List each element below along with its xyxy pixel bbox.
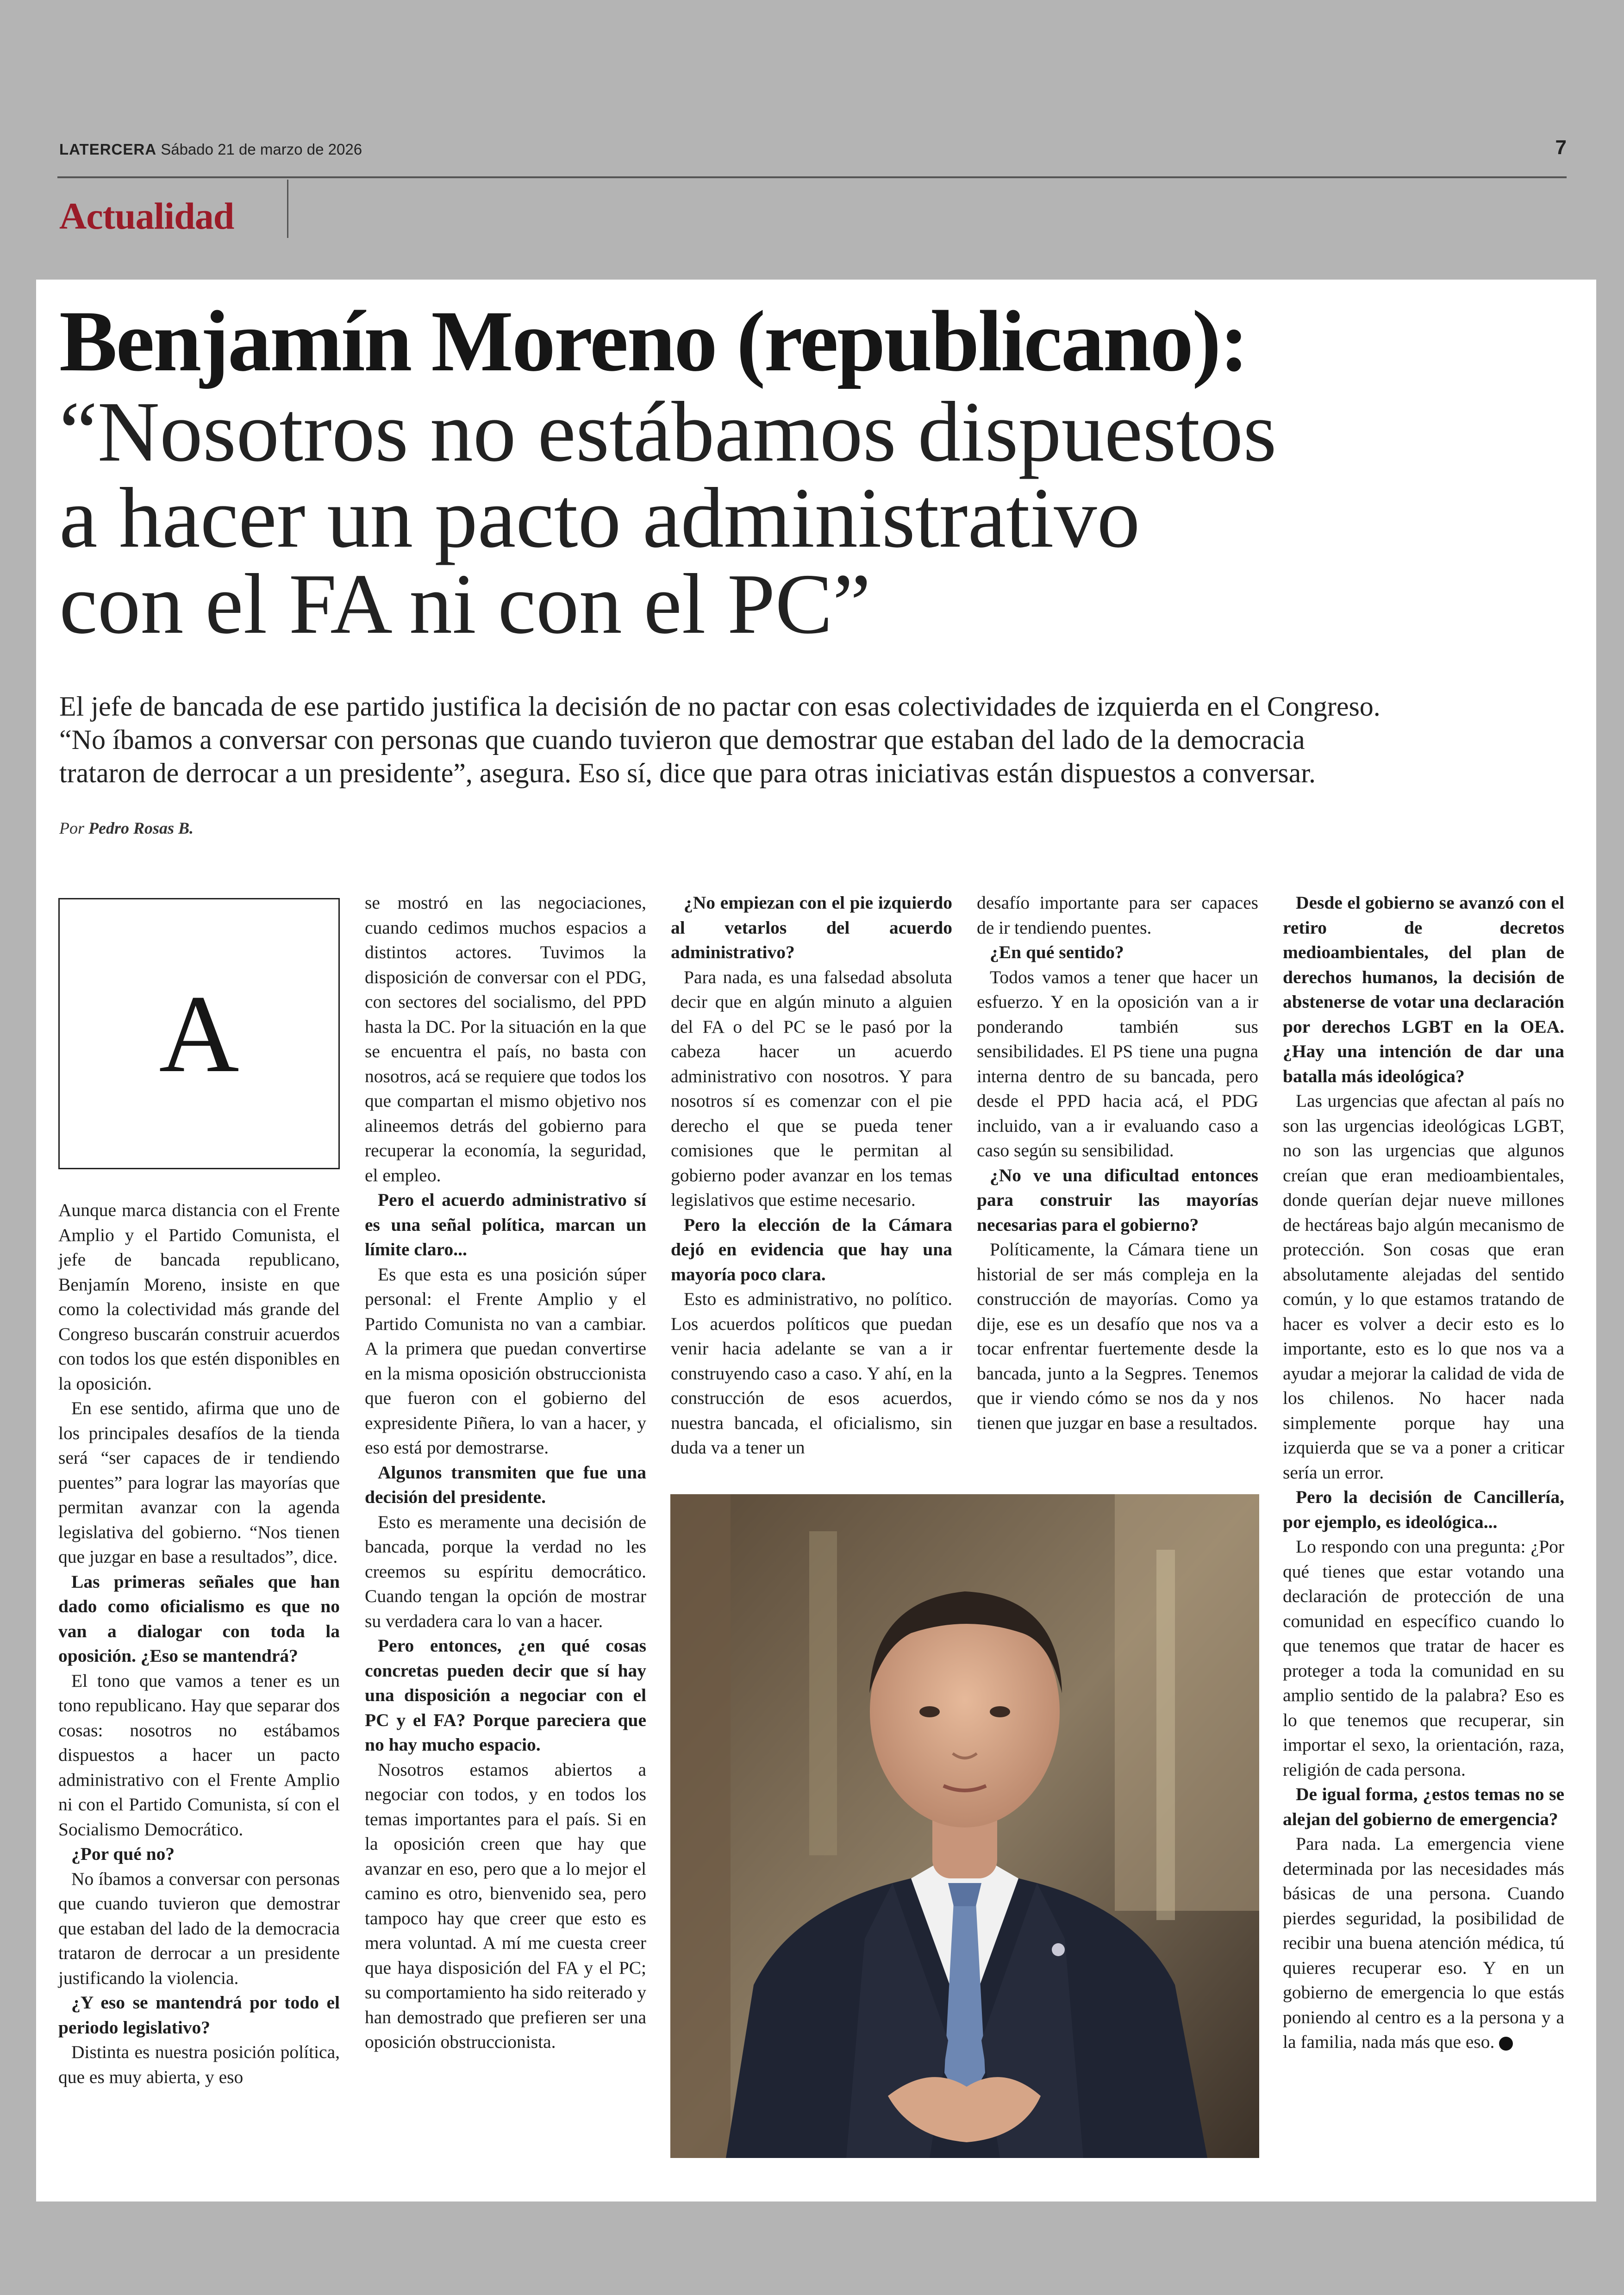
article-column-2: [365, 891, 646, 2055]
article-paragraph: Políticamente, la Cámara tiene un historial de ser más compleja en la construcción de mayorías. Como ya dije, ese es un desafío que nos va a tocar enfrentar fuertemente desde la bancada, junto a la Segpres. Tenemos que ir viendo cómo se nos da y nos tienen que juzgar en base a resultados.: [977, 1239, 1258, 1433]
interview-question: Desde el gobierno se avanzó con el retiro de decretos medioambientales, del plan de derechos humanos, la decisión de abstenerse de votar una declaración por derechos LGBT en la OEA. ¿Hay una intención de dar una batalla más ideológica?: [1283, 892, 1564, 1086]
article-paragraph: Esto es meramente una decisión de bancada, porque la verdad no les creemos su espíritu democrático. Cuando tengan la opción de mostrar su verdadera cara lo van a hacer.: [365, 1511, 646, 1631]
article-paragraph: En ese sentido, afirma que uno de los principales desafíos de la tienda será “ser capaces de ir tendiendo puentes” para lograr las mayorías que permitan avanzar con la agenda legislativa del gobierno. “Nos tienen que juzgar en base a resultados”, dice.: [58, 1398, 340, 1567]
article-paragraph: El tono que vamos a tener es un tono republicano. Hay que separar dos cosas: nosotros no estábamos dispuestos a hacer un pacto administrativo con el Frente Amplio ni con el Partido Comunista, sí con el Socialismo Democrático.: [58, 1670, 340, 1840]
section-divider: [287, 180, 288, 238]
byline: [59, 818, 194, 838]
article-column-1: [58, 1198, 340, 2089]
headline: Benjamín Moreno (republicano):: [59, 293, 1248, 389]
page-number: 7: [1555, 136, 1567, 159]
quote-line: a hacer un pacto administrativo: [59, 470, 1140, 566]
article-card: [36, 280, 1596, 2201]
article-paragraph: Para nada, es una falsedad absoluta decir que en algún minuto a alguien del FA o del PC se le pasó por la cabeza hacer un acuerdo administrativo con nosotros. Y para nosotros sí es comenzar con el pie derecho el que se pueda tener comisiones que le permitan al gobierno poder avanzar en los temas legislativos que estime necesario.: [671, 967, 952, 1210]
drop-cap-letter: A: [159, 972, 239, 1095]
article-paragraph: Aunque marca distancia con el Frente Amplio y el Partido Comunista, el jefe de bancada republicano, Benjamín Moreno, insiste en que como la colectividad más grande del Congreso buscarán construir acuerdos con todos los que estén disponibles en la oposición.: [58, 1200, 340, 1394]
article-paragraph: Nosotros estamos abiertos a negociar con todos, y en todos los temas importantes para el país. Si en la oposición creen que hay que avanzar en eso, pero que a lo mejor el camino es otro, bienvenido sea, pero tampoco hay que creer que esto es mera voluntad. A mí me cuesta creer que haya disposición del FA y el PC; su comportamiento ha sido reiterado y han demostrado que prefieren ser una oposición obstruccionista.: [365, 1759, 646, 2052]
article-column-5: [1283, 891, 1564, 2055]
portrait-photo: [670, 1494, 1259, 2158]
interview-question: De igual forma, ¿estos temas no se alejan del gobierno de emergencia?: [1283, 1784, 1564, 1829]
brand-name: LATERCERA: [59, 141, 157, 158]
article-paragraph: Todos vamos a tener que hacer un esfuerzo. Y en la oposición van a ir ponderando también sus sensibilidades. El PS tiene una pugna interna dentro de su bancada, pero desde el PPD hacia acá, el PDG incluido, van a ir evaluando caso a caso según su sensibilidad.: [977, 967, 1258, 1160]
interview-question: ¿Por qué no?: [71, 1844, 175, 1864]
interview-question: Pero la elección de la Cámara dejó en evidencia que hay una mayoría poco clara.: [671, 1214, 952, 1285]
issue-date: Sábado 21 de marzo de 2026: [161, 141, 362, 158]
header-rule: [57, 176, 1567, 178]
headline-quote: [59, 384, 1568, 652]
section-label: Actualidad: [59, 195, 234, 237]
article-paragraph: Lo respondo con una pregunta: ¿Por qué tienes que estar votando una declaración de protección de una comunidad en específico cuando lo que tenemos que tratar de hacer es proteger a toda la comunidad en su amplio sentido de la palabra? Eso es lo que tenemos que recuperar, sin importar el sexo, la orientación, raza, religión de cada persona.: [1283, 1536, 1564, 1780]
article-paragraph: No íbamos a conversar con personas que cuando tuvieron que demostrar que estaban del lado de la democracia trataron de derrocar a un presidente justificando la violencia.: [58, 1868, 340, 1988]
article-column-3: [671, 891, 952, 1460]
masthead-line: [59, 141, 362, 158]
article-paragraph: se mostró en las negociaciones, cuando cedimos muchos espacios a distintos actores. Tuvimos la disposición de conversar con el PDG, con sectores del socialismo, del PPD hasta la DC. Por la situación en la que se encuentra el país, no basta con nosotros, acá se requiere que todos los que compartan el mismo objetivo nos alineemos detrás del gobierno para recuperar la economía, la seguridad, el empleo.: [365, 892, 646, 1185]
interview-question: Algunos transmiten que fue una decisión del presidente.: [365, 1462, 646, 1507]
article-paragraph: desafío importante para ser capaces de ir tendiendo puentes.: [977, 892, 1258, 938]
drop-cap-box: [58, 898, 340, 1169]
quote-line: “Nosotros no estábamos dispuestos: [59, 384, 1277, 480]
interview-question: ¿Y eso se mantendrá por todo el periodo legislativo?: [58, 1992, 340, 2038]
lede-line: El jefe de bancada de ese partido justifica la decisión de no pactar con esas colectividades de izquierda en el Congreso.: [59, 691, 1380, 722]
interview-question: Las primeras señales que han dado como oficialismo es que no van a dialogar con toda la oposición. ¿Eso se mantendrá?: [58, 1571, 340, 1666]
article-paragraph: Distinta es nuestra posición política, que es muy abierta, y eso: [58, 2042, 340, 2087]
interview-question: ¿En qué sentido?: [990, 942, 1124, 962]
article-paragraph: Es que esta es una posición súper personal: el Frente Amplio y el Partido Comunista no van a cambiar. A la primera que puedan convertirse en la misma oposición obstruccionista que fueron con el gobierno del expresidente Piñera, lo van a hacer, y eso está por demostrarse.: [365, 1264, 646, 1458]
interview-question: Pero el acuerdo administrativo sí es una señal política, marcan un límite claro...: [365, 1190, 646, 1260]
quote-line: con el FA ni con el PC”: [59, 556, 871, 652]
lede-line: trataron de derrocar a un presidente”, asegura. Eso sí, dice que para otras iniciativas están dispuestos a conversar.: [59, 758, 1316, 788]
article-paragraph: Las urgencias que afectan al país no son las urgencias ideológicas LGBT, no son las urgencias que algunos creían que eran medioambientales, donde querían dejar nueve millones de hectáreas bajo algún mecanismo de protección. Son cosas que eran absolutamente alejadas del sentido común, y lo que estamos tratando de hacer es volver a decir esto es lo importante, esto es lo que nos va a ayudar a mejorar la calidad de vida de los chilenos. No hacer nada simplemente porque hay una izquierda que se va a poner a criticar sería un error.: [1283, 1091, 1564, 1483]
interview-question: ¿No empiezan con el pie izquierdo al vetarlos del acuerdo administrativo?: [671, 892, 952, 962]
article-column-4: [977, 891, 1258, 1435]
article-lede: [59, 690, 1568, 790]
byline-prefix: Por: [59, 819, 84, 837]
byline-author: Pedro Rosas B.: [88, 819, 194, 837]
portrait-illustration: [670, 1494, 1259, 2158]
interview-question: Pero la decisión de Cancillería, por ejemplo, es ideológica...: [1283, 1487, 1564, 1532]
article-paragraph: Esto es administrativo, no político. Los acuerdos políticos que puedan venir hacia adelante se van a ir construyendo caso a caso. Y ahí, en la construcción de esos acuerdos, nuestra bancada, el oficialismo, sin duda va a tener un: [671, 1289, 952, 1458]
article-paragraph: Para nada. La emergencia viene determinada por las necesidades más básicas de una persona. Cuando pierdes seguridad, la posibilidad de recibir una buena atención médica, tú quieres recuperar eso. Y en un gobierno de emergencia lo que estás poniendo al centro es a la persona y a la familia, nada más que eso.: [1283, 1834, 1564, 2052]
interview-question: Pero entonces, ¿en qué cosas concretas pueden decir que sí hay una disposición a negociar con el PC y el FA? Porque pareciera que no hay mucho espacio.: [365, 1635, 646, 1755]
lede-line: “No íbamos a conversar con personas que cuando tuvieron que demostrar que estaban del lado de la democracia: [59, 724, 1305, 755]
interview-question: ¿No ve una dificultad entonces para construir las mayorías necesarias para el gobierno?: [977, 1165, 1258, 1235]
end-mark-icon: [1499, 2037, 1513, 2051]
